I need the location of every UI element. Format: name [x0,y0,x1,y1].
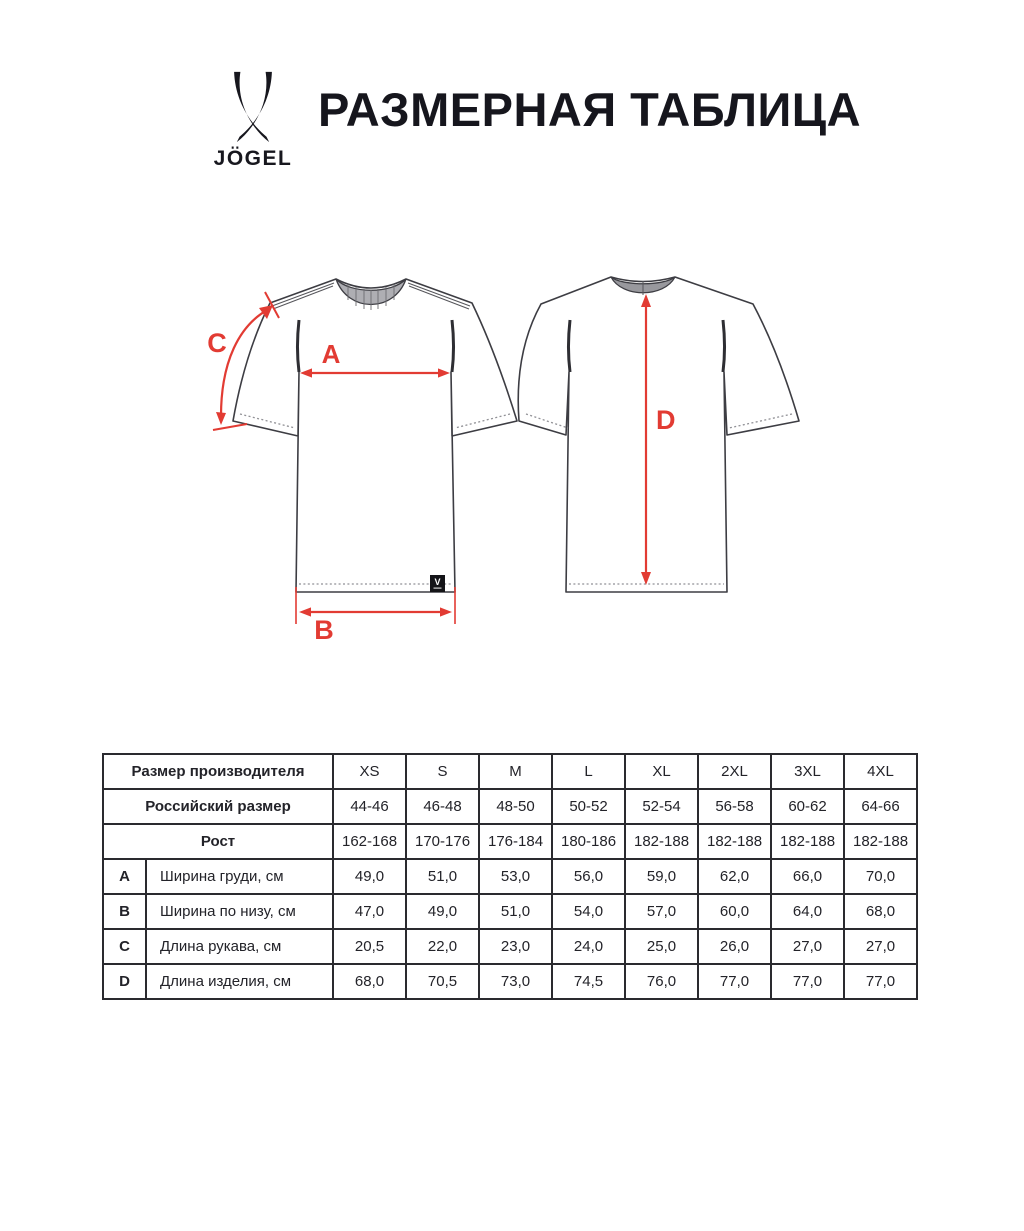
size-cell: 176-184 [479,824,552,859]
value-cell: 56,0 [552,859,625,894]
size-cell: XS [333,754,406,789]
size-cell: 182-188 [844,824,917,859]
size-cell: 46-48 [406,789,479,824]
value-cell: 54,0 [552,894,625,929]
value-cell: 70,0 [844,859,917,894]
brand-logo [202,70,304,171]
value-cell: 53,0 [479,859,552,894]
front-shirt-outline [233,279,517,592]
value-cell: 74,5 [552,964,625,999]
value-cell: 77,0 [844,964,917,999]
size-cell: L [552,754,625,789]
size-cell: 182-188 [625,824,698,859]
hem-tag-symbol: V [434,577,441,587]
value-cell: 77,0 [698,964,771,999]
dim-description: Ширина груди, см [146,859,333,894]
dim-c-label: C [207,328,227,358]
size-cell: S [406,754,479,789]
size-cell: 56-58 [698,789,771,824]
value-cell: 22,0 [406,929,479,964]
table-row-dim-d [103,964,917,999]
value-cell: 66,0 [771,859,844,894]
size-cell: 64-66 [844,789,917,824]
table-row-manufacturer-size [103,754,917,789]
size-table [102,753,918,1000]
size-cell: 180-186 [552,824,625,859]
tshirt-diagram [0,230,1024,650]
size-cell: M [479,754,552,789]
size-cell: 162-168 [333,824,406,859]
value-cell: 76,0 [625,964,698,999]
value-cell: 49,0 [406,894,479,929]
dim-description: Длина изделия, см [146,964,333,999]
row-label: Российский размер [103,789,333,824]
table-row-dim-b [103,894,917,929]
size-cell: 2XL [698,754,771,789]
value-cell: 51,0 [479,894,552,929]
dim-letter: D [103,964,146,999]
value-cell: 27,0 [844,929,917,964]
size-cell: 182-188 [698,824,771,859]
value-cell: 77,0 [771,964,844,999]
value-cell: 62,0 [698,859,771,894]
value-cell: 20,5 [333,929,406,964]
size-cell: XL [625,754,698,789]
value-cell: 26,0 [698,929,771,964]
dim-description: Ширина по низу, см [146,894,333,929]
size-cell: 182-188 [771,824,844,859]
dim-a-label: A [321,339,341,369]
value-cell: 68,0 [844,894,917,929]
value-cell: 68,0 [333,964,406,999]
dim-letter: B [103,894,146,929]
value-cell: 73,0 [479,964,552,999]
table-row-height [103,824,917,859]
size-cell: 170-176 [406,824,479,859]
dim-description: Длина рукава, см [146,929,333,964]
row-label: Рост [103,824,333,859]
size-cell: 48-50 [479,789,552,824]
dim-letter: A [103,859,146,894]
size-cell: 4XL [844,754,917,789]
size-cell: 3XL [771,754,844,789]
value-cell: 24,0 [552,929,625,964]
size-cell: 52-54 [625,789,698,824]
table-row-dim-a [103,859,917,894]
brand-wordmark: JÖGEL [213,147,293,170]
table-row-russian-size [103,789,917,824]
value-cell: 27,0 [771,929,844,964]
value-cell: 49,0 [333,859,406,894]
jogel-emblem-icon [226,70,280,144]
dim-letter: C [103,929,146,964]
hem-tag [430,575,445,592]
row-label: Размер производителя [103,754,333,789]
size-cell: 44-46 [333,789,406,824]
table-row-dim-c [103,929,917,964]
value-cell: 25,0 [625,929,698,964]
value-cell: 57,0 [625,894,698,929]
value-cell: 59,0 [625,859,698,894]
size-cell: 60-62 [771,789,844,824]
dim-d-label: D [656,405,676,435]
value-cell: 60,0 [698,894,771,929]
dim-b-label: B [314,615,334,645]
page-title: РАЗМЕРНАЯ ТАБЛИЦА [318,83,862,136]
value-cell: 47,0 [333,894,406,929]
value-cell: 64,0 [771,894,844,929]
size-cell: 50-52 [552,789,625,824]
value-cell: 23,0 [479,929,552,964]
value-cell: 51,0 [406,859,479,894]
value-cell: 70,5 [406,964,479,999]
